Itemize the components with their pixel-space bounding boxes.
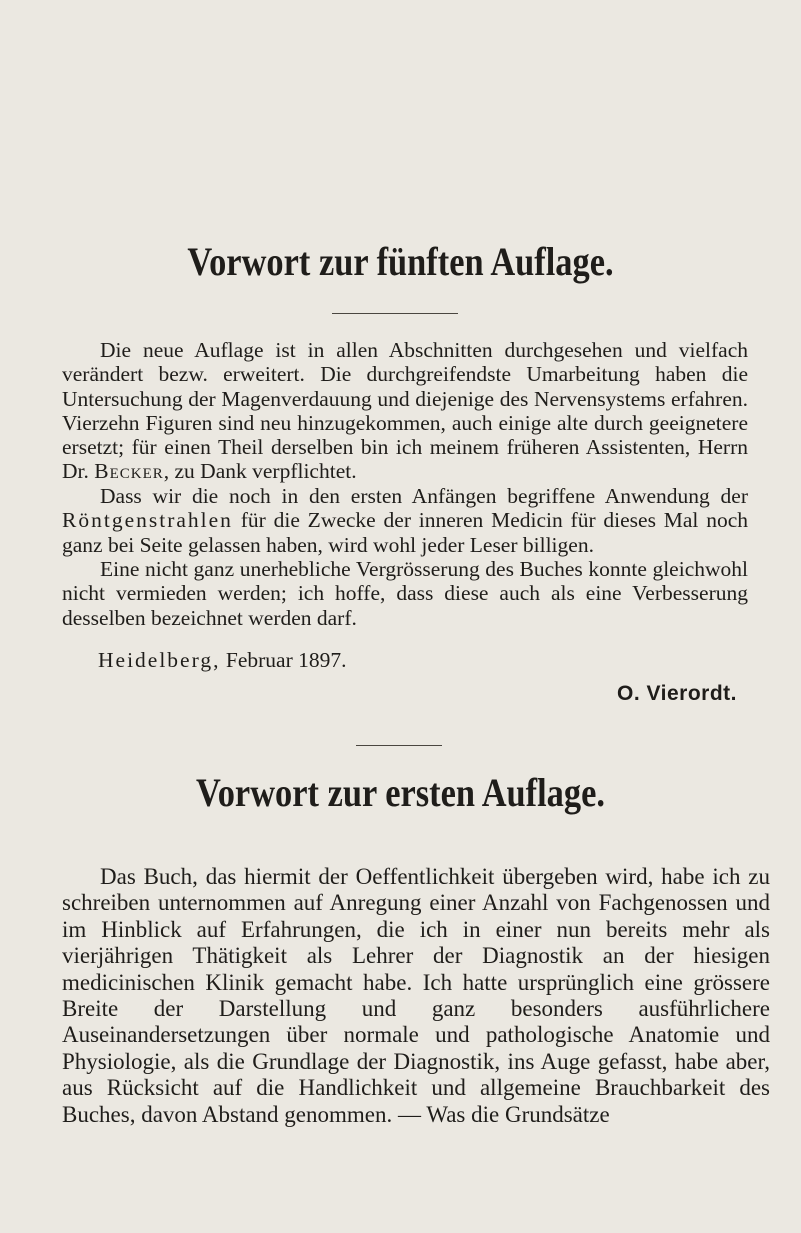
term-roentgenstrahlen: Röntgenstrahlen [62,508,233,533]
paragraph-1-lead: Die neue Auflage ist in allen Abschnitten durchgesehen und vielfach verändert bezw. erweitert. Die durchgreifendste Umarbeitung haben die Untersuchung der Magenverdauung und diejenige des Nervensystems erfahren. Vierzehn Figuren sind neu hinzugekommen, auch einige alte durch geeignetere ersetzt; für einen Theil derselben bin ich meinem früheren Assistenten, Herrn Dr. [62,338,748,484]
heading-first-edition: Vorwort zur ersten Auflage. [196,770,605,815]
paragraph-1-tail: , zu Dank verpflichtet. [163,459,357,484]
name-becker: Becker [94,459,164,484]
paragraph-2 [62,484,748,557]
date-text: Februar 1897. [220,648,347,672]
paragraph-2-tail: für die Zwecke der inneren Medicin für dieses Mal noch ganz bei Seite gelassen haben, wird wohl jeder Leser billigen. [62,508,748,557]
paragraph-3: Eine nicht ganz unerhebliche Vergrösserung des Buches konnte gleichwohl nicht vermieden werden; ich hoffe, dass diese auch als eine Verbesserung desselben bezeichnet werden darf. [62,557,748,630]
paragraph-first-edition: Das Buch, das hiermit der Oeffentlichkeit übergeben wird, habe ich zu schreiben unternommen auf Anregung einer Anzahl von Fachgenossen und im Hinblick auf Erfahrungen, die ich in einer nun bereits mehr als vierjährigen Thätigkeit als Lehrer der Diagnostik an der hiesigen medicinischen Klinik gemacht habe. Ich hatte ursprünglich eine grössere Breite der Darstellung und ganz besonders ausführlichere Auseinandersetzungen über normale und pathologische Anatomie und Physiologie, als die Grundlage der Diagnostik, ins Auge gefasst, habe aber, aus Rücksicht auf die Handlichkeit und allgemeine Brauchbarkeit des Buches, davon Abstand genommen. — Was die Grundsätze [62,864,770,1127]
place-date [98,648,347,673]
paragraph-2-lead: Dass wir die noch in den ersten Anfängen begriffene Anwendung der [100,484,748,508]
paragraph-1 [62,338,748,484]
divider-rule-top [332,313,458,314]
place-name: Heidelberg, [98,648,221,672]
signature: O. Vierordt. [617,682,737,705]
heading-fifth-edition: Vorwort zur fünften Auflage. [187,239,614,284]
divider-rule-middle [356,745,442,746]
